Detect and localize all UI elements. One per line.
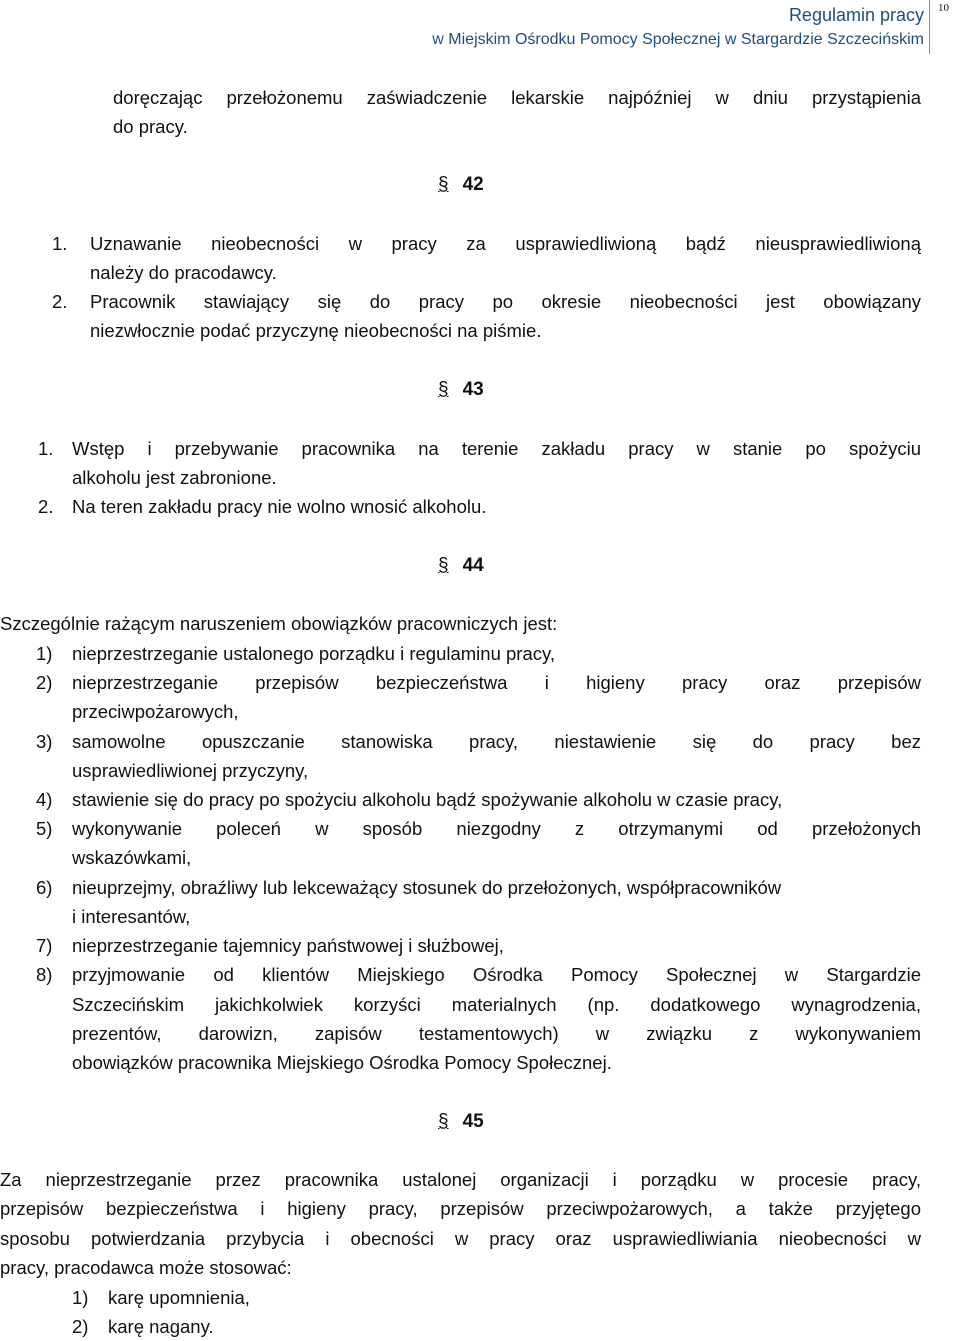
- list-item-line: Szczecińskim jakichkolwiek korzyści materialnych (np. dodatkowego wynagrodzenia,: [72, 994, 921, 1015]
- section-mark: §: [438, 1111, 449, 1132]
- list-item-line: nieprzestrzeganie przepisów bezpieczeństwa i higieny pracy oraz przepisów: [72, 672, 921, 693]
- header-divider: [929, 0, 930, 54]
- list-item-line: Pracownik stawiający się do pracy po okresie nieobecności jest obowiązany: [90, 291, 921, 312]
- section-44-heading: [438, 551, 484, 580]
- list-item-number: 8): [36, 964, 53, 985]
- list-item-number: 2): [72, 1316, 89, 1337]
- list-item-number: 2): [36, 672, 53, 693]
- list-item-number: 4): [36, 789, 53, 810]
- list-item-line: obowiązków pracownika Miejskiego Ośrodka Pomocy Społecznej.: [72, 1052, 612, 1073]
- list-item-number: 7): [36, 935, 53, 956]
- section-43-heading: [438, 375, 484, 404]
- list-item-line: usprawiedliwionej przyczyny,: [72, 760, 309, 781]
- list-item-line: karę upomnienia,: [108, 1287, 250, 1308]
- paragraph-line: pracy, pracodawca może stosować:: [0, 1257, 292, 1278]
- section-number: 45: [462, 1111, 484, 1132]
- section-42-heading: [438, 170, 484, 199]
- list-item-line: samowolne opuszczanie stanowiska pracy, niestawienie się do pracy bez: [72, 731, 921, 752]
- list-item-line: Na teren zakładu pracy nie wolno wnosić alkoholu.: [72, 496, 487, 517]
- list-item-number: 5): [36, 818, 53, 839]
- list-item-line: wykonywanie poleceń w sposób niezgodny z otrzymanymi od przełożonych: [72, 818, 921, 839]
- section-45-heading: [438, 1107, 484, 1136]
- list-item-line: nieprzestrzeganie ustalonego porządku i regulaminu pracy,: [72, 643, 555, 664]
- list-item-line: przyjmowanie od klientów Miejskiego Ośrodka Pomocy Społecznej w Stargardzie: [72, 964, 921, 985]
- section-mark: §: [438, 555, 449, 576]
- list-item-number: 2.: [52, 291, 68, 312]
- paragraph-line: przepisów bezpieczeństwa i higieny pracy, przepisów przeciwpożarowych, a także przyjętego: [0, 1198, 921, 1219]
- header-title: Regulamin pracy: [788, 5, 924, 25]
- list-item-line: karę nagany.: [108, 1316, 214, 1337]
- page-number: 10: [938, 2, 949, 14]
- list-item-line: i interesantów,: [72, 906, 191, 927]
- list-item-line: prezentów, darowizn, zapisów testamentowych) w związku z wykonywaniem: [72, 1023, 921, 1044]
- list-item-line: przeciwpożarowych,: [72, 701, 239, 722]
- list-item-line: stawienie się do pracy po spożyciu alkoholu bądź spożywanie alkoholu w czasie pracy,: [72, 789, 783, 810]
- list-item-number: 1): [36, 643, 53, 664]
- list-item-line: Wstęp i przebywanie pracownika na terenie zakładu pracy w stanie po spożyciu: [72, 438, 921, 459]
- list-item-number: 2.: [38, 496, 54, 517]
- paragraph-line: sposobu potwierdzania przybycia i obecności w pracy oraz usprawiedliwiania nieobecności w: [0, 1228, 921, 1249]
- list-item-line: niezwłocznie podać przyczynę nieobecności na piśmie.: [90, 320, 542, 341]
- section-number: 42: [462, 174, 484, 195]
- intro-line-2: do pracy.: [113, 116, 188, 137]
- page-header: [432, 2, 924, 52]
- list-item-number: 6): [36, 877, 53, 898]
- list-item-line: wskazówkami,: [72, 847, 192, 868]
- list-item-line: nieuprzejmy, obraźliwy lub lekceważący stosunek do przełożonych, współpracowników: [72, 877, 782, 898]
- section-number: 44: [462, 555, 484, 576]
- section-mark: §: [438, 379, 449, 400]
- section-intro: Szczególnie rażącym naruszeniem obowiązków pracowniczych jest:: [0, 613, 558, 634]
- header-subtitle: w Miejskim Ośrodku Pomocy Społecznej w Stargardzie Szczecińskim: [432, 31, 924, 48]
- list-item-line: alkoholu jest zabronione.: [72, 467, 277, 488]
- list-item-line: Uznawanie nieobecności w pracy za usprawiedliwioną bądź nieusprawiedliwioną: [90, 233, 921, 254]
- list-item-number: 1.: [52, 233, 68, 254]
- list-item-number: 3): [36, 731, 53, 752]
- intro-line-1: doręczając przełożonemu zaświadczenie lekarskie najpóźniej w dniu przystąpienia: [113, 87, 921, 108]
- section-mark: §: [438, 174, 449, 195]
- list-item-line: nieprzestrzeganie tajemnicy państwowej i służbowej,: [72, 935, 504, 956]
- list-item-number: 1.: [38, 438, 54, 459]
- list-item-line: należy do pracodawcy.: [90, 262, 277, 283]
- list-item-number: 1): [72, 1287, 89, 1308]
- section-number: 43: [462, 379, 484, 400]
- paragraph-line: Za nieprzestrzeganie przez pracownika ustalonej organizacji i porządku w procesie pracy,: [0, 1169, 921, 1190]
